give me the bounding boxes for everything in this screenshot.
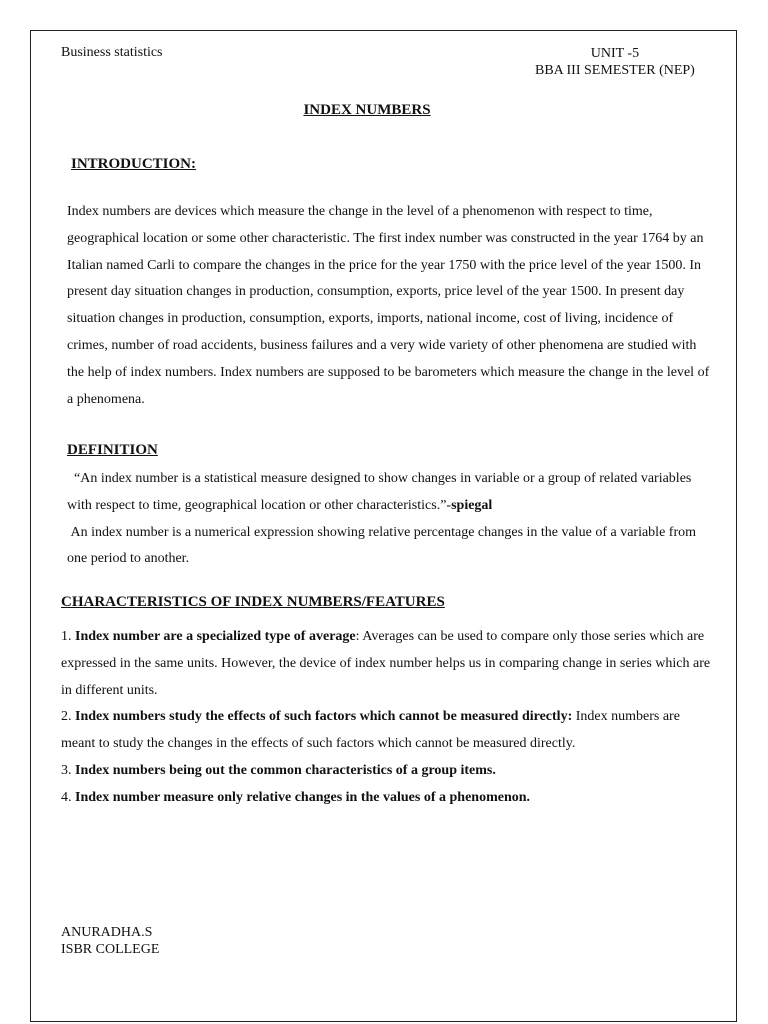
item-text: : Averages can be used to compare only those series which are expressed in the same units. However, the device of index number helps us in comparing change in series which are in different units.	[61, 629, 711, 698]
footer	[61, 924, 159, 958]
list-item	[61, 624, 711, 704]
definition-author: spiegal	[451, 497, 493, 513]
item-number: 3.	[61, 762, 75, 778]
definition-heading: DEFINITION	[67, 442, 158, 458]
header-unit: UNIT -5	[590, 46, 640, 61]
introduction-paragraph: Index numbers are devices which measure the change in the level of a phenomenon with respect to time, geographical location or some other characteristic. The first index number was constructed in the year 1764 by an Italian named Carli to compare the changes in the price for the year 1750 with the price level of the year 1500. In present day situation changes in production, consumption, exports, price level of the year 1500. In present day situation changes in production, consumption, exports, imports, national income, cost of living, incidence of crimes, number of road accidents, business failures and a very wide variety of other phenomena are studied with the help of index numbers. Index numbers are supposed to be barometers which measure the change in the level of a phenomena.	[67, 204, 710, 407]
list-item	[61, 704, 711, 758]
characteristics-list	[61, 624, 711, 812]
header-semester: BBA III SEMESTER (NEP)	[535, 63, 695, 78]
item-number: 2.	[61, 709, 75, 725]
introduction-heading: INTRODUCTION:	[71, 156, 197, 172]
item-bold-text: Index number measure only relative changes in the values of a phenomenon.	[75, 789, 531, 805]
definition-second: An index number is a numerical expression showing relative percentage changes in the value of a variable from one period to another.	[67, 524, 696, 567]
characteristics-heading: CHARACTERISTICS OF INDEX NUMBERS/FEATURES	[61, 594, 445, 610]
definition-quote-line	[67, 466, 712, 520]
definition-block	[67, 466, 712, 573]
definition-second-line	[67, 520, 712, 574]
definition-quote: “An index number is a statistical measure designed to show changes in variable or a group of related variables with respect to time, geographical location or other characteristics.”-	[67, 471, 692, 513]
header-unit-info	[535, 45, 695, 79]
document-title: INDEX NUMBERS	[303, 102, 431, 118]
list-item	[61, 758, 711, 785]
header-subject: Business statistics	[61, 45, 163, 60]
item-bold-text: Index numbers being out the common characteristics of a group items.	[75, 762, 496, 778]
item-number: 4.	[61, 789, 75, 805]
item-number: 1.	[61, 629, 75, 644]
list-item	[61, 785, 711, 812]
item-text: Index numbers are meant to study the changes in the effects of such factors which cannot be measured directly.	[61, 709, 680, 752]
footer-college: ISBR COLLEGE	[61, 942, 160, 957]
footer-author: ANURADHA.S	[61, 925, 153, 940]
item-bold-text: Index numbers study the effects of such factors which cannot be measured directly:	[75, 709, 573, 725]
item-bold-text: Index number are a specialized type of average	[75, 629, 356, 644]
